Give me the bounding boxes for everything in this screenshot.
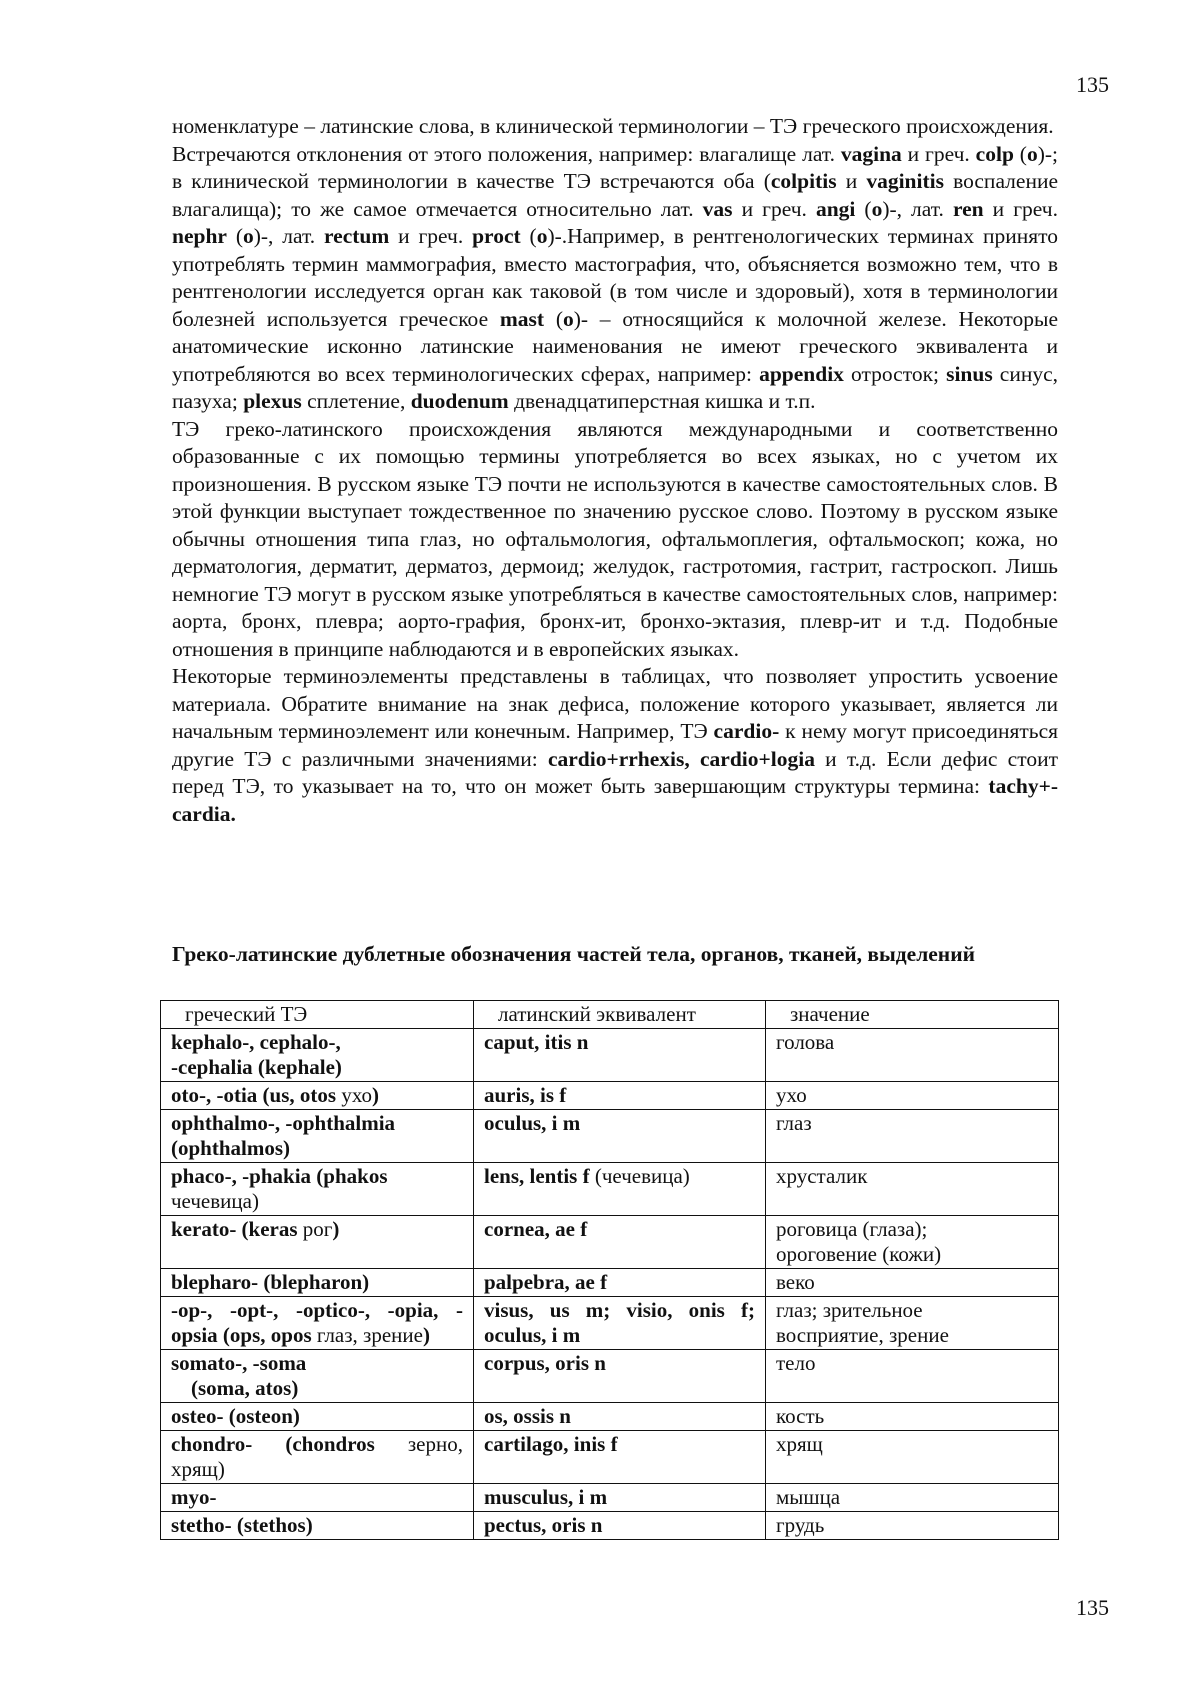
cell-text: musculus, i m [484, 1485, 608, 1509]
paragraph [172, 416, 1058, 664]
latin-equivalent-cell [474, 1350, 766, 1403]
text-run: двенадцатиперстная кишка и т.п. [508, 389, 816, 413]
cell-text: oculus, i m [484, 1323, 581, 1347]
term-bold: colpitis [770, 169, 837, 193]
cell-text: stetho- (stethos) [171, 1513, 313, 1537]
text-run: синус, пазуха; [172, 361, 1058, 413]
latin-equivalent-cell [474, 1110, 766, 1163]
terms-table [160, 1000, 1059, 1540]
cell-text: caput, itis n [484, 1030, 589, 1054]
term-bold: angi [815, 196, 856, 221]
cell-text: oculus, i m [484, 1111, 581, 1135]
term-bold: o [562, 306, 574, 331]
term-bold: vagina [840, 141, 902, 166]
gloss-text: зерно, [407, 1432, 463, 1456]
greek-term-cell [161, 1110, 474, 1163]
meaning-cell: хрусталик [766, 1163, 1059, 1216]
cell-text: pectus, oris n [484, 1513, 603, 1537]
cell-text: phaco-, -phakia (phakos [171, 1164, 388, 1188]
latin-equivalent-cell [474, 1431, 766, 1484]
term-bold: nephr [172, 224, 227, 248]
paragraph [172, 663, 1058, 828]
text-run: номенклатуре – латинские слова, в клинической терминологии – ТЭ греческого происхождения. [172, 114, 1054, 138]
term-bold: vas [702, 196, 733, 221]
text-run: ( [520, 224, 537, 248]
meaning-cell: глаз; зрительное восприятие, зрение [766, 1297, 1059, 1350]
latin-equivalent-cell [474, 1082, 766, 1110]
term-bold: ren [952, 196, 984, 221]
latin-equivalent-cell [474, 1297, 766, 1350]
term-bold: vaginitis [866, 169, 944, 193]
cell-text: chondro- (chondros [171, 1432, 408, 1456]
cell-text: opsia (ops, opos [171, 1323, 317, 1347]
greek-term-cell [161, 1269, 474, 1297]
cell-text: oto-, -otia (us, otos [171, 1083, 342, 1107]
table-row [161, 1163, 1059, 1216]
term-bold: rectum [324, 224, 390, 248]
column-header-greek: греческий ТЭ [161, 1001, 474, 1029]
term-bold: cardio+rrhexis, cardio+logia [547, 746, 815, 771]
term-bold: mast [499, 306, 545, 331]
text-run: сплетение, [301, 389, 411, 413]
greek-term-cell [161, 1431, 474, 1484]
text-run: и [836, 169, 867, 193]
cell-text: blepharo- (blepharon) [171, 1270, 370, 1294]
table-row [161, 1484, 1059, 1512]
text-run: Некоторые терминоэлементы представлены в таблицах, что позволяет упростить усвоение материала. Обратите внимание на знак дефиса, положение которого указывает, является ли начальным терминоэлемент или конечным. Например, ТЭ [172, 664, 1058, 743]
text-run: Встречаются отклонения от этого положения, например: влагалище лат. [172, 141, 841, 166]
text-run: и греч. [983, 196, 1058, 221]
table-row [161, 1431, 1059, 1484]
paragraph [172, 141, 1058, 416]
cell-text: ) [422, 1323, 430, 1347]
body-text [172, 113, 1058, 828]
meaning-cell: ухо [766, 1082, 1059, 1110]
cell-text: os, ossis n [484, 1404, 571, 1428]
meaning-cell: мышца [766, 1484, 1059, 1512]
text-run: ( [855, 196, 872, 221]
term-bold: duodenum [410, 389, 509, 413]
text-run: )-, лат. [882, 196, 953, 221]
cell-text: ophthalmo-, -ophthalmia [171, 1111, 396, 1135]
cell-text: auris, is f [484, 1083, 567, 1107]
text-run: и т.д. Если дефис стоит перед ТЭ, то указывает на то, что он может быть завершающим структуры термина: [172, 746, 1058, 798]
latin-equivalent-cell [474, 1484, 766, 1512]
cell-text: visus, us m; visio, onis f; [484, 1298, 755, 1322]
text-run: ТЭ греко-латинского происхождения являются международными и соответственно образованные с их помощью термины употребляется во всех языках, но с учетом их произношения. В русском языке ТЭ почти не используются в качестве самостоятельных слов. В этой функции выступает тождественное по значению русское слово. Поэтому в русском языке обычны отношения типа глаз, но офтальмология, офтальмоплегия, офтальмоскоп; кожа, но дерматология, дерматит, дерматоз, дермоид; желудок, гастротомия, гастрит, гастроскоп. Лишь немногие ТЭ могут в русском языке употребляться в качестве самостоятельных слов, например: аорта, бронх, плевра; аорто-графия, бронх-ит, бронхо-эктазия, плевр-ит и т.д. Подобные отношения в принципе наблюдаются и в европейских языках. [172, 416, 1058, 661]
text-run: и греч. [389, 224, 473, 248]
term-bold: o [242, 224, 254, 248]
cell-text: (soma, atos) [191, 1376, 299, 1400]
text-run: ( [544, 306, 563, 331]
term-bold: tachy+-cardia. [172, 774, 1058, 826]
latin-equivalent-cell [474, 1216, 766, 1269]
text-run: отросток; [843, 361, 947, 386]
cell-text: corpus, oris n [484, 1351, 606, 1375]
cell-text: cornea, ae f [484, 1217, 588, 1241]
cell-text: kerato- (keras [171, 1217, 303, 1241]
text-run: )- – относящийся к молочной железе. Некоторые анатомические исконно латинские наименования не имеют греческого эквивалента и употребляются во всех терминологических сферах, например: [172, 306, 1058, 386]
cell-text: -cephalia (kephale) [171, 1055, 342, 1079]
table-row [161, 1082, 1059, 1110]
table-row [161, 1269, 1059, 1297]
page-number-bottom: 135 [1076, 1595, 1109, 1620]
table-body [161, 1029, 1059, 1540]
cell-text: kephalo-, cephalo-, [171, 1030, 341, 1054]
gloss-text: чечевица) [171, 1189, 259, 1213]
latin-equivalent-cell [474, 1512, 766, 1540]
table-heading: Греко-латинские дублетные обозначения частей тела, органов, тканей, выделений [172, 942, 975, 966]
greek-term-cell [161, 1350, 474, 1403]
term-bold: o [871, 196, 883, 221]
table-row [161, 1350, 1059, 1403]
meaning-cell: кость [766, 1403, 1059, 1431]
cell-text: ) [372, 1083, 380, 1107]
page-number-top: 135 [1076, 72, 1109, 97]
meaning-cell: роговица (глаза); ороговение (кожи) [766, 1216, 1059, 1269]
cell-text: cartilago, inis f [484, 1432, 618, 1456]
term-bold: proct [472, 224, 521, 248]
term-bold: colp [975, 141, 1014, 166]
text-run: )-.Например, в рентгенологических терминах принято употреблять термин маммография, вместо мастография, что, объясняется возможно тем, что в рентгенологии исследуется орган как таковой (в том числе и здоровый), хотя в терминологии болезней используется греческое [172, 224, 1058, 331]
latin-equivalent-cell [474, 1269, 766, 1297]
term-bold: cardio- [713, 719, 780, 743]
table-row [161, 1110, 1059, 1163]
paragraph [172, 113, 1058, 141]
cell-text: -op-, -opt-, -optico-, -opia, - [171, 1298, 463, 1322]
gloss-text: хрящ) [171, 1457, 225, 1481]
cell-text: palpebra, ae f [484, 1270, 608, 1294]
cell-text: myo- [171, 1485, 217, 1509]
table-row [161, 1297, 1059, 1350]
text-run: и греч. [732, 196, 816, 221]
cell-text: osteo- (osteon) [171, 1404, 300, 1428]
term-bold: appendix [759, 361, 844, 386]
latin-equivalent-cell [474, 1403, 766, 1431]
term-bold: sinus [946, 361, 993, 386]
table-header-row [161, 1001, 1059, 1029]
meaning-cell: голова [766, 1029, 1059, 1082]
cell-text: somato-, -soma [171, 1351, 307, 1375]
term-bold: o [1026, 141, 1038, 166]
text-run: ( [226, 224, 243, 248]
gloss-text: (чечевица) [589, 1164, 690, 1188]
cell-text: (ophthalmos) [171, 1136, 291, 1160]
greek-term-cell [161, 1082, 474, 1110]
greek-term-cell [161, 1512, 474, 1540]
greek-term-cell [161, 1216, 474, 1269]
table-row [161, 1403, 1059, 1431]
column-header-meaning: значение [766, 1001, 1059, 1029]
text-run: к нему могут присоединяться другие ТЭ с различными значениями: [172, 719, 1058, 771]
latin-equivalent-cell [474, 1163, 766, 1216]
text-run: )-, лат. [253, 224, 324, 248]
meaning-cell: веко [766, 1269, 1059, 1297]
latin-equivalent-cell [474, 1029, 766, 1082]
greek-term-cell [161, 1484, 474, 1512]
term-bold: o [536, 224, 548, 248]
term-bold: plexus [243, 389, 302, 413]
cell-text: lens, lentis f [484, 1164, 590, 1188]
table-row [161, 1216, 1059, 1269]
greek-term-cell [161, 1403, 474, 1431]
text-run: воспаление влагалища); то же самое отмечается относительно лат. [172, 169, 1058, 221]
greek-term-cell [161, 1029, 474, 1082]
greek-term-cell [161, 1297, 474, 1350]
meaning-cell: хрящ [766, 1431, 1059, 1484]
meaning-cell: грудь [766, 1512, 1059, 1540]
text-run: )-; в клинической терминологии в качестве ТЭ встречаются оба ( [172, 141, 1058, 193]
meaning-cell: тело [766, 1350, 1059, 1403]
gloss-text: рог [302, 1217, 333, 1241]
table-row [161, 1512, 1059, 1540]
text-run: ( [1013, 141, 1027, 166]
text-run: и греч. [901, 141, 976, 166]
cell-text: ) [332, 1217, 340, 1241]
column-header-latin: латинский эквивалент [474, 1001, 766, 1029]
meaning-cell: глаз [766, 1110, 1059, 1163]
gloss-text: ухо [341, 1083, 373, 1107]
gloss-text: глаз, зрение [316, 1323, 423, 1347]
greek-term-cell [161, 1163, 474, 1216]
table-row [161, 1029, 1059, 1082]
